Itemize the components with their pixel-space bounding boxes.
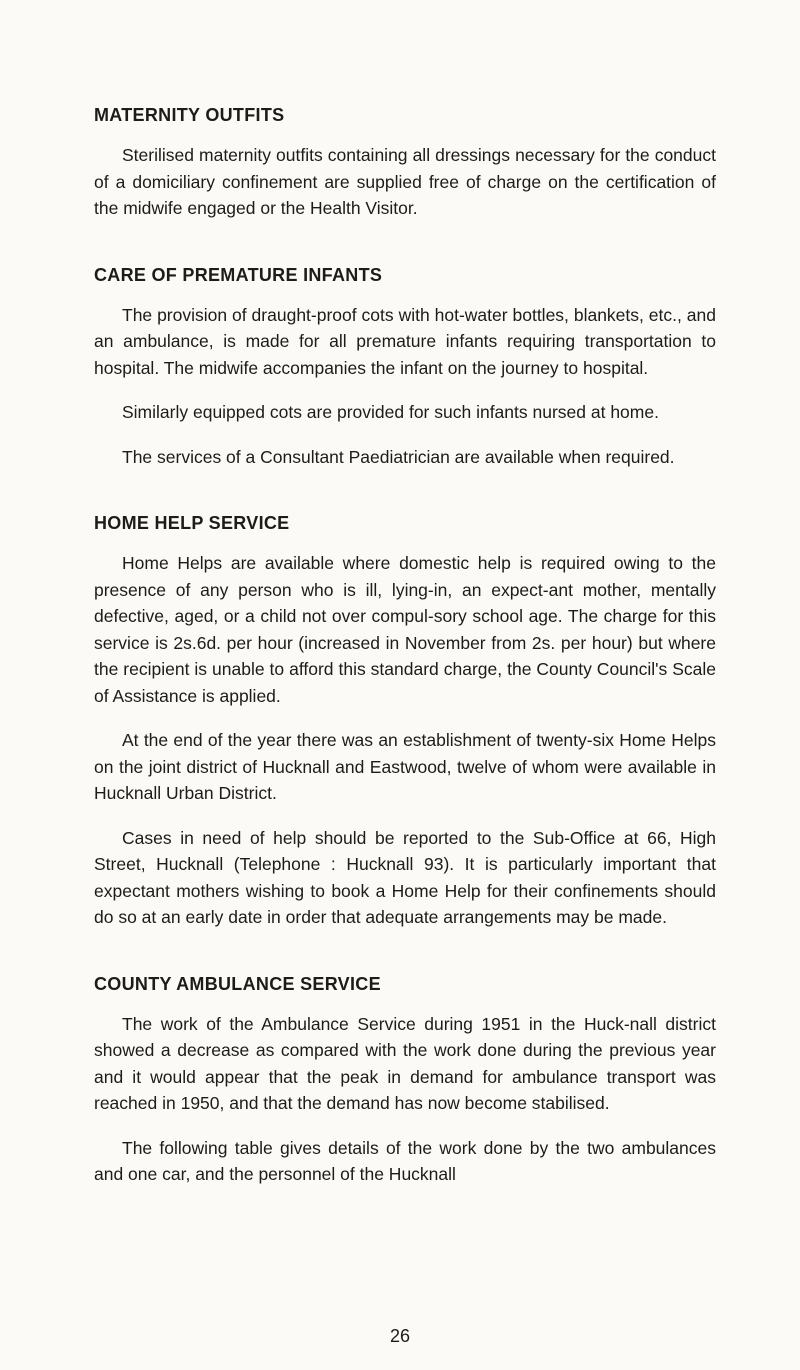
paragraph: The work of the Ambulance Service during 1951 in the Huck-nall district showed a decrease as compared with the work done during the previous year and it would appear that the peak in demand for ambulance transport was reached in 1950, and that the demand has now become stabilised. <box>94 1013 716 1113</box>
paragraph: Home Helps are available where domestic help is required owing to the presence of any person who is ill, lying-in, an expect-ant mother, mentally defective, aged, or a child not over compul-sory school age. The charge for this service is 2s.6d. per hour (increased in November from 2s. per hour) but where the recipient is unable to afford this standard charge, the County Council's Scale of Assistance is applied. <box>94 553 716 706</box>
document-page <box>94 102 716 1188</box>
section-maternity-outfits <box>94 102 716 222</box>
section-county-ambulance-service <box>94 971 716 1188</box>
paragraph: Similarly equipped cots are provided for such infants nursed at home. <box>122 402 659 422</box>
paragraph: The provision of draught-proof cots with hot-water bottles, blankets, etc., and an ambulance, is made for all premature infants requiring transportation to hospital. The midwife accompanies the infant on the journey to hospital. <box>94 304 716 378</box>
section-heading: COUNTY AMBULANCE SERVICE <box>94 973 381 994</box>
paragraph: At the end of the year there was an establishment of twenty-six Home Helps on the joint district of Hucknall and Eastwood, twelve of whom were available in Hucknall Urban District. <box>94 730 716 803</box>
section-heading: CARE OF PREMATURE INFANTS <box>94 264 383 285</box>
page-number: 26 <box>389 1326 411 1346</box>
paragraph: Cases in need of help should be reported to the Sub-Office at 66, High Street, Hucknall (Telephone : Hucknall 93). It is particularly important that expectant mothers wishing to book a Home Help for their confinements should do so at an early date in order that adequate arrangements may be made. <box>94 827 716 927</box>
paragraph: The services of a Consultant Paediatrician are available when required. <box>122 446 675 467</box>
section-heading: HOME HELP SERVICE <box>94 513 290 533</box>
section-heading: MATERNITY OUTFITS <box>94 105 285 125</box>
paragraph: The following table gives details of the work done by the two ambulances and one car, and the personnel of the Hucknall <box>94 1137 716 1184</box>
section-home-help-service <box>94 510 716 931</box>
section-care-of-premature-infants <box>94 262 716 471</box>
paragraph: Sterilised maternity outfits containing all dressings necessary for the conduct of a domiciliary confinement are supplied free of charge on the certification of the midwife engaged or the Health Visitor. <box>94 145 716 218</box>
